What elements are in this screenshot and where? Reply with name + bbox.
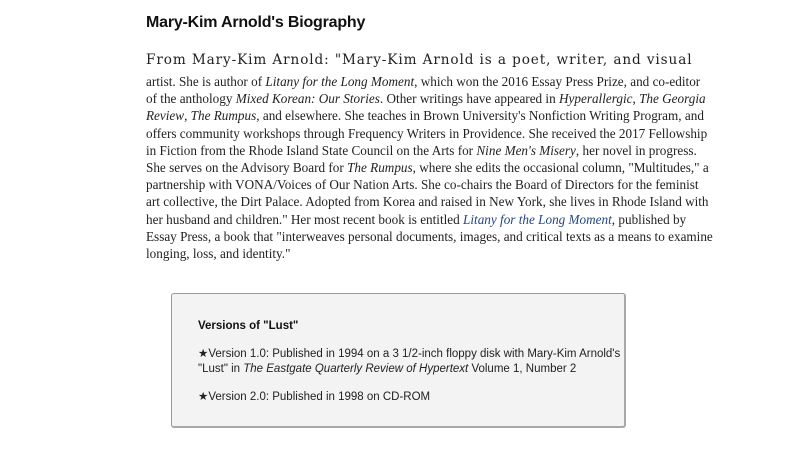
bio-line: [146, 159, 709, 176]
text: artist. She is author of: [146, 74, 266, 89]
text: , which won the 2016 Essay Press Prize, and co-editor: [414, 74, 701, 89]
text: Volume 1, Number 2: [468, 363, 577, 375]
page-title: Mary-Kim Arnold's Biography: [146, 14, 366, 31]
text: ,: [632, 91, 640, 107]
publication-title: The Rumpus: [190, 108, 257, 124]
text: ,: [184, 108, 191, 124]
text: , and elsewhere. She teaches in Brown University's Nonfiction Writing Program, and: [256, 108, 704, 124]
bio-line: [146, 107, 704, 124]
text: , published by: [611, 211, 687, 227]
bio-line: [146, 73, 701, 90]
versions-box: [171, 293, 626, 428]
version-item: [198, 390, 618, 405]
text: of the anthology: [146, 91, 236, 107]
text: , her novel in progress.: [575, 142, 697, 158]
bio-line: [146, 90, 706, 107]
bio-lead-line: From Mary-Kim Arnold: "Mary-Kim Arnold is a poet, writer, and visual: [146, 52, 693, 68]
publication-title: Review: [146, 108, 185, 124]
text: Version 2.0: Published in 1998 on CD-ROM: [208, 391, 431, 403]
text: her husband and children." Her most recent book is entitled: [146, 211, 464, 227]
versions-title: Versions of "Lust": [198, 320, 299, 332]
bio-line: art collective, the Dirt Palace. Adopted from Korea and raised in New York, she lives in Rhode Island with: [146, 194, 709, 210]
book-title: Nine Men's Misery: [476, 142, 576, 158]
publication-title: The Eastgate Quarterly Review of Hypertext: [243, 363, 469, 375]
book-title: Litany for the Long Moment: [265, 74, 415, 89]
version-line: [198, 347, 621, 362]
text: , where she edits the occasional column, "Multitudes," a: [412, 160, 709, 176]
version-item: [198, 347, 621, 377]
version-line: [198, 362, 618, 377]
bio-line: Essay Press, a book that "interweaves personal documents, images, and critical texts as a means to examine: [146, 228, 713, 244]
publication-title: Hyperallergic: [559, 91, 633, 107]
bio-line: offers community workshops through Frequency Writers in Providence. She received the 2017 Fellowship: [146, 125, 708, 141]
publication-title: The Rumpus: [347, 160, 413, 176]
book-title: Mixed Korean: Our Stories: [235, 91, 380, 107]
text: Version 1.0: Published in 1994 on a 3 1/2-inch floppy disk with Mary-Kim Arnold's: [208, 348, 621, 360]
bio-line: longing, loss, and identity.": [146, 246, 291, 262]
text: "Lust" in: [198, 363, 244, 375]
bio-paragraph: [146, 73, 713, 262]
text: in Fiction from the Rhode Island State Council on the Arts for: [146, 142, 477, 158]
text: She serves on the Advisory Board for: [146, 160, 348, 176]
version-line: [198, 390, 618, 405]
publication-title: The Georgia: [639, 91, 706, 107]
star-icon: ★: [198, 391, 209, 403]
text: . Other writings have appeared in: [379, 91, 559, 107]
bio-line: [146, 142, 697, 159]
bio-line: [146, 211, 687, 228]
star-icon: ★: [198, 348, 209, 360]
litany-book-link[interactable]: Litany for the Long Moment: [463, 211, 612, 227]
bio-line: partnership with VONA/Voices of Our Nation Arts. She co-chairs the Board of Directors for the feminist: [146, 177, 699, 193]
